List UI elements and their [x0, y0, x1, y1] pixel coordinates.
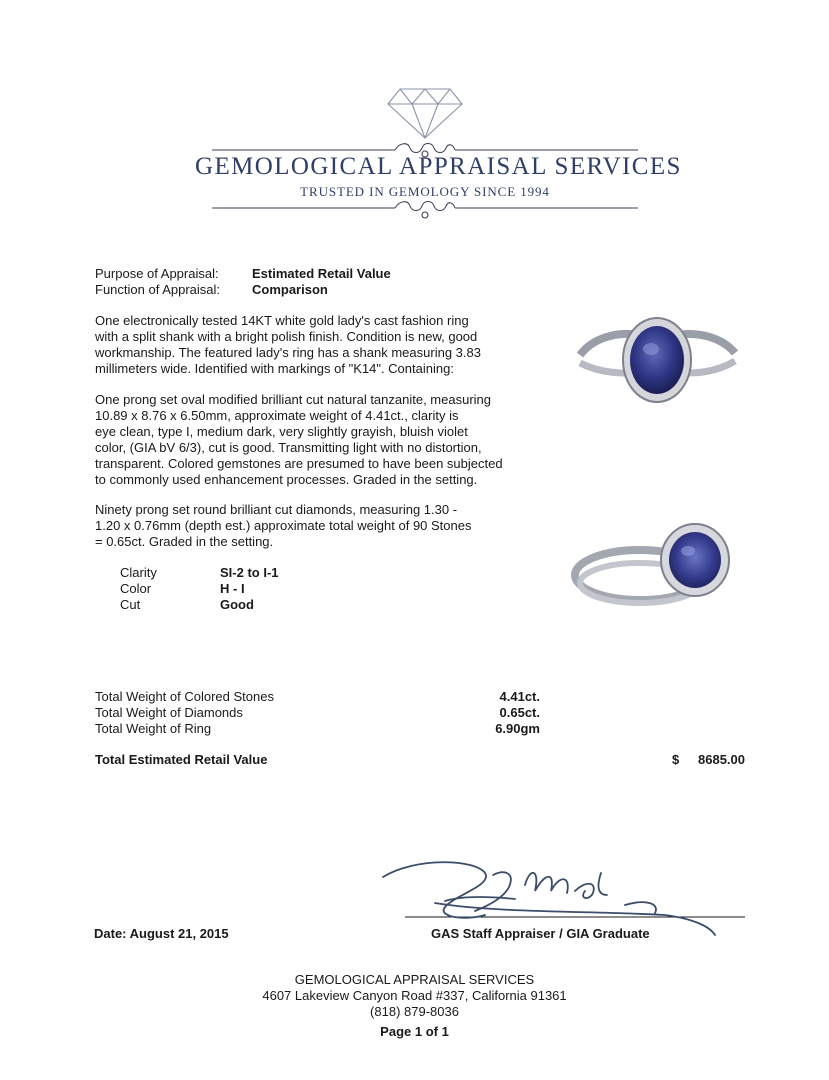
function-label: Function of Appraisal:: [95, 282, 221, 297]
diamonds-weight-label: Total Weight of Diamonds: [95, 705, 243, 720]
diamonds-weight-value: 0.65ct.: [499, 705, 540, 720]
total-value-label: Total Estimated Retail Value: [95, 752, 268, 767]
purpose-label: Purpose of Appraisal:: [95, 266, 219, 281]
company-name: GEMOLOGICAL APPRAISAL SERVICES: [195, 153, 682, 180]
colored-stones-weight-value: 4.41ct.: [499, 689, 540, 704]
clarity-value: SI-2 to I-1: [220, 565, 279, 580]
purpose-value: Estimated Retail Value: [252, 266, 391, 281]
ring-photo-front: [575, 305, 740, 420]
footer-address: 4607 Lakeview Canyon Road #337, California 91361: [262, 988, 567, 1003]
appraiser-title: GAS Staff Appraiser / GIA Graduate: [431, 926, 650, 941]
company-tagline: TRUSTED IN GEMOLOGY SINCE 1994: [300, 184, 550, 199]
footer-company: GEMOLOGICAL APPRAISAL SERVICES: [294, 972, 535, 987]
total-value-amount: 8685.00: [698, 752, 745, 767]
tanzanite-description: One prong set oval modified brilliant cut natural tanzanite, measuring 10.89 x 8.76 x 6.50mm, approximate weight of 4.41ct., clarity is eye clean, type I, medium dark, very slightly grayish, bluish violet color, (GIA bV 6/3), cut is good. Transmitting light with no distortion, transparent. Colored gemstones are presumed to have been subjected to commonly used enhancement processes. Graded in the setting.: [95, 392, 503, 487]
ring-description: One electronically tested 14KT white gold lady's cast fashion ring with a split shank with a bright polish finish. Condition is new, good workmanship. The featured lady's ring has a shank measuring 3.83 millimeters wide. Identified with markings of "K14". Containing:: [95, 313, 481, 376]
color-value: H - I: [220, 581, 245, 596]
currency-symbol: $: [672, 752, 680, 767]
colored-stones-weight-label: Total Weight of Colored Stones: [95, 689, 274, 704]
cut-value: Good: [220, 597, 254, 612]
ornament-bottom: [212, 202, 638, 219]
ring-photo-angle: [570, 515, 735, 630]
ring-weight-label: Total Weight of Ring: [95, 721, 212, 736]
color-label: Color: [120, 581, 152, 596]
diamond-icon: [388, 89, 462, 138]
diamonds-description: Ninety prong set round brilliant cut diamonds, measuring 1.30 - 1.20 x 0.76mm (depth est.) approximate total weight of 90 Stones = 0.65ct. Graded in the setting.: [95, 502, 472, 549]
function-value: Comparison: [252, 282, 328, 297]
clarity-label: Clarity: [120, 565, 157, 580]
cut-label: Cut: [120, 597, 141, 612]
footer-phone: (818) 879-8036: [370, 1004, 459, 1019]
ring-weight-value: 6.90gm: [495, 721, 540, 736]
appraisal-date: Date: August 21, 2015: [94, 926, 229, 941]
page-number: Page 1 of 1: [380, 1024, 449, 1039]
